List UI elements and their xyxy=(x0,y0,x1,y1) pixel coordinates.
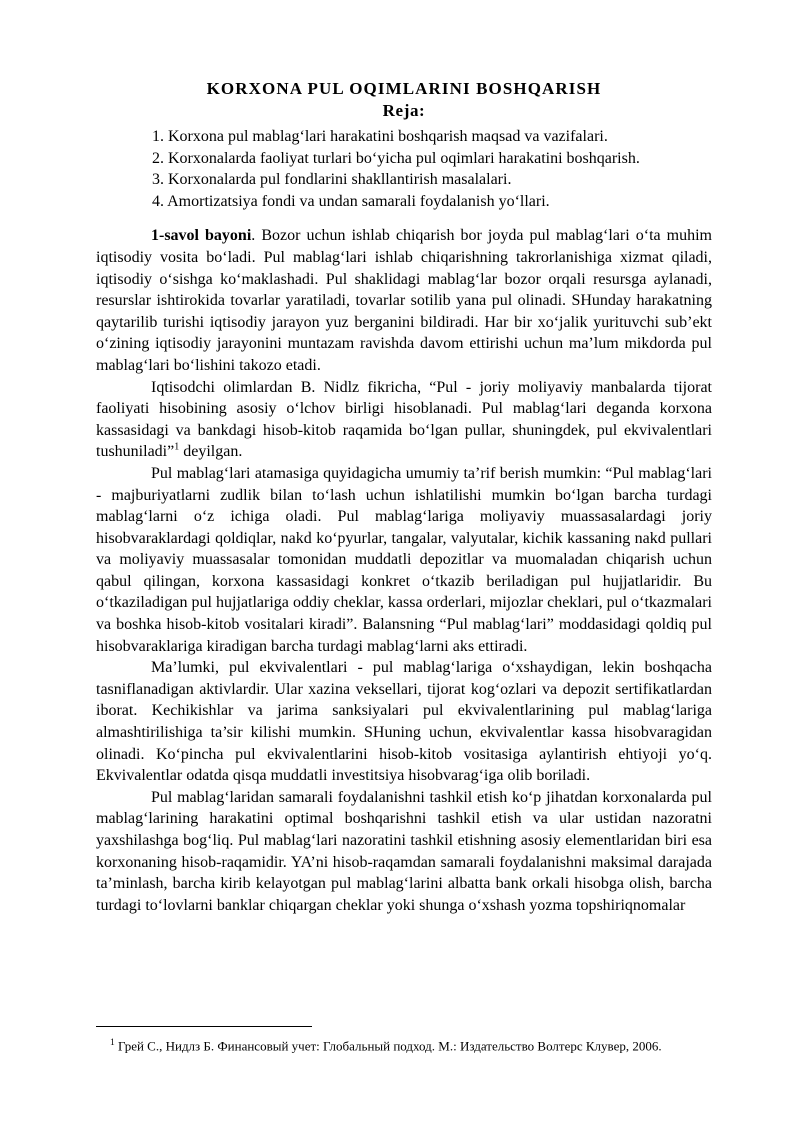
outline-item-2: 2. Korxonalarda faoliyat turlari bo‘yicha pul oqimlari harakatini boshqarish. xyxy=(152,149,640,167)
footnote-marker: 1 xyxy=(110,1038,115,1048)
paragraph-2 xyxy=(96,377,712,463)
footnote-area xyxy=(96,1026,712,1054)
outline-item-4: 4. Amortizatsiya fondi va undan samarali foydalanish yo‘llari. xyxy=(152,192,550,210)
footnote-text: Грей С., Нидлз Б. Финансовый учет: Глобальный подход. М.: Издательство Волтерс Клувер, 2006. xyxy=(114,1038,662,1054)
page-title: KORXONA PUL OQIMLARINI BOSHQARISH xyxy=(206,79,602,98)
document-content xyxy=(96,78,712,916)
paragraph-1-text: . Bozor uchun ishlab chiqarish bor joyda pul mablag‘lari o‘ta muhim iqtisodiy vosita bo‘ladi. Pul mablag‘lari ishlab chiqarishning takrorlanishiga xizmat qiladi, iqtisodiy o‘sishga ko‘maklashadi. Pul shaklidagi mablag‘lar bozor orqali resursga aylanadi, resurslar ishtirokida tovarlar yaratiladi, tovarlar sotilib yana pul olinadi. SHunday harakatning qaytarilib turishi iqtisodiy jarayon yuz berganini bildiradi. Har bir xo‘jalik yurituvchi sub’ekt o‘zining iqtisodiy jarayonini muntazam ravishda davom ettirishi uchun ma’lum mikdorda pul mablag‘lari bo‘lishini takozo etadi. xyxy=(96,227,712,374)
paragraph-5 xyxy=(96,787,712,917)
paragraph-1 xyxy=(96,225,712,376)
footnote-divider xyxy=(96,1026,312,1027)
plan-heading: Reja: xyxy=(382,101,426,120)
outline-list xyxy=(96,126,712,212)
outline-item-1: 1. Korxona pul mablag‘lari harakatini boshqarish maqsad va vazifalari. xyxy=(152,128,608,145)
paragraph-1-lead: 1-savol bayoni xyxy=(151,227,252,245)
paragraph-3-text: Pul mablag‘lari atamasiga quyidagicha umumiy ta’rif berish mumkin: “Pul mablag‘lari - majburiyatlarni zudlik bilan to‘lash uchun ishlatilishi mumkin bo‘lgan barcha turdagi mablag‘larni o‘z ichiga oladi. Pul mablag‘lariga moliyaviy muassasalardagi joriy hisobvaraklardagi qoldiqlar, nakd ko‘pyurlar, tangalar, valyutalar, kichik kassaning nakd pullari va moliyaviy muassasalar tomonidan muddatli depozitlar va muomaladan chiqarish uchun qabul qilingan, korxona kassasidagi konkret o‘tkazib beriladigan pul hujjatlaridir. Bu o‘tkaziladigan pul hujjatlariga oddiy cheklar, kassa orderlari, mijozlar cheklari, pul o‘tkazmalari va boshka hisob-kitob vositalari kiradi”. Balansning “Pul mablag‘lari” moddasidagi qoldiq pul hisobvaraklariga kiradigan barcha turdagi mablag‘larni aks ettiradi. xyxy=(96,464,712,655)
paragraph-4-text: Ma’lumki, pul ekvivalentlari - pul mablag‘lariga o‘xshaydigan, lekin boshqacha tasniflanadigan aktivlardir. Ular xazina veksellari, tijorat kog‘ozlari va depozit sertifikatlardan iborat. Kechikishlar va jarima sanksiyalari pul ekvivalentlarining pul mablag‘lariga almashtirilishiga ta’sir kilishi mumkin. SHuning uchun, ekvivalentlar kassa hisobvaragidan olinadi. Ko‘pincha pul ekvivalentlarini hisob-kitob vositasiga aylantirish ehtiyoji yo‘q. Ekvivalentlar odatda qisqa muddatli investitsiya hisobvarag‘iga olib boriladi. xyxy=(96,659,712,785)
paragraph-2-tail: deyilgan. xyxy=(179,443,243,461)
outline-item-3: 3. Korxonalarda pul fondlarini shakllantirish masalalari. xyxy=(152,171,512,189)
footnote-reference: 1 xyxy=(174,441,180,453)
paragraph-2-text: Iqtisodchi olimlardan B. Nidlz fikricha, “Pul - joriy moliyaviy manbalarda tijorat faoliyati hisobining asosiy o‘lchov birligi hisoblanadi. Pul mablag‘lari deganda korxona kassasidagi va bankdagi hisob-kitob raqamida bo‘lgan pullar, shuningdek, pul ekvivalentlari tushuniladi” xyxy=(96,378,712,461)
paragraph-3 xyxy=(96,463,712,657)
footnote xyxy=(96,1035,712,1054)
paragraph-4 xyxy=(96,657,712,787)
paragraph-5-text: Pul mablag‘laridan samarali foydalanishni tashkil etish ko‘p jihatdan korxonalarda pul mablag‘larining harakatini optimal boshqarishni tashkil etish va ular ustidan nazoratni yaxshilashga bog‘liq. Pul mablag‘lari nazoratini tashkil etishning asosiy elementlaridan biri esa korxonaning hisob-raqamidir. YA’ni hisob-raqamdan samarali foydalanishni maksimal darajada ta’minlash, barcha kirib kelayotgan pul mablag‘larini albatta bank orkali hisobga olish, barcha turdagi to‘lovlarni banklar chiqargan cheklar yoki shunga o‘xshash yozma topshiriqnomalar xyxy=(96,788,712,914)
